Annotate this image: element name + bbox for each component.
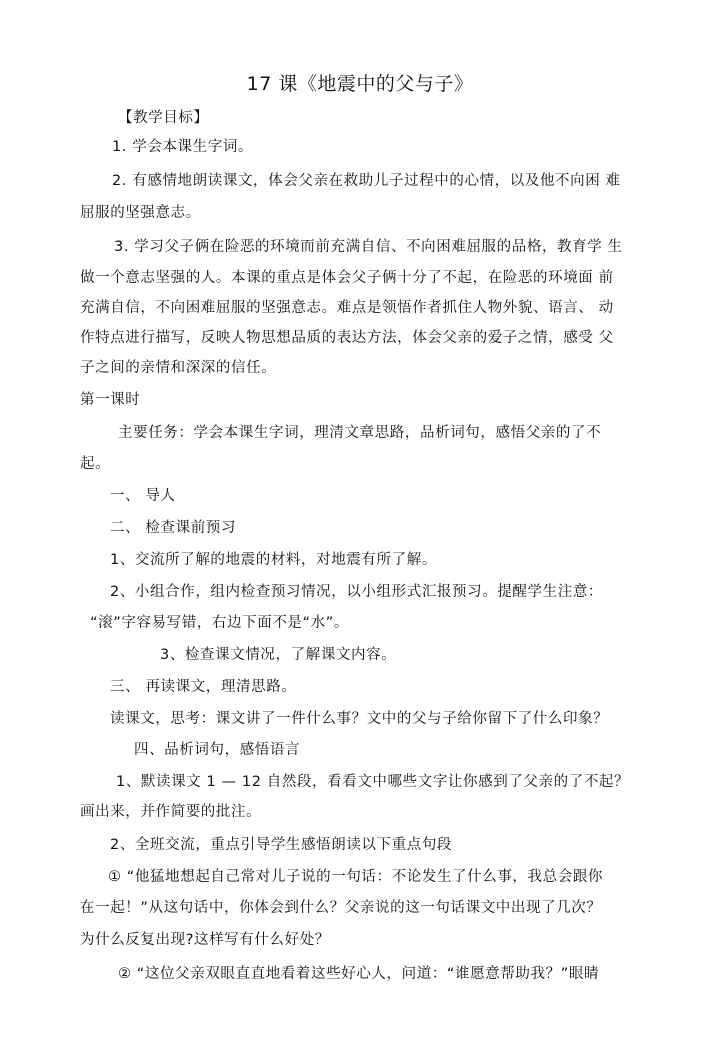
step-heading: 二、 检查课前预习	[110, 520, 237, 536]
step-heading: 四、品析词句，感悟语言	[134, 742, 301, 758]
quote-line: 为什么反复出现?这样写有什么好处？	[80, 932, 330, 948]
step-line: 1、默读课文 1 — 12 自然段，看看文中哪些文字让你感到了父亲的了不起？	[116, 774, 630, 790]
goal-line: 子之间的亲情和深深的信任。	[80, 360, 277, 376]
step-line: 读课文，思考：课文讲了一件什么事？文中的父与子给你留下了什么印象？	[110, 711, 609, 727]
step-line: 2、小组合作，组内检查预习情况，以小组形式汇报预习。提醒学生注意：	[110, 584, 604, 600]
step-line: 1、交流所了解的地震的材料，对地震有所了解。	[110, 552, 437, 568]
goal-line: 作特点进行描写，反映人物思想品质的表达方法，体会父亲的爱子之情，感受 父	[80, 330, 614, 346]
task-line: 起。	[80, 456, 111, 472]
quote-line: ② “这位父亲双眼直直地看着这些好心人，问道：“谁愿意帮助我？”眼睛	[118, 966, 600, 982]
goal-line: 2. 有感情地朗读课文，体会父亲在救助儿子过程中的心情，以及他不向困 难	[112, 173, 621, 189]
lesson-heading: 第一课时	[80, 392, 141, 408]
step-line: 2、全班交流，重点引导学生感悟朗读以下重点句段	[110, 837, 453, 853]
step-heading: 一、 导人	[110, 488, 176, 504]
step-line: 3、检查课文情况，了解课文内容。	[160, 647, 397, 663]
step-heading: 三、 再读课文，理清思路。	[110, 679, 297, 695]
goal-line: 1. 学会本课生字词。	[112, 139, 254, 155]
goal-line: 充满自信，不向困难屈服的坚强意志。难点是领悟作者抓住人物外貌、语言、 动	[80, 300, 614, 316]
quote-line: 在一起！”从这句话中，你体会到什么？父亲说的这一句话课文中出现了几次？	[80, 900, 602, 916]
step-line: 画出来，并作简要的批注。	[80, 804, 262, 820]
task-line: 主要任务：学会本课生字词，理清文章思路，品析词句，感悟父亲的了不	[118, 425, 602, 441]
step-line: “滚”字容易写错，右边下面不是“水”。	[90, 615, 349, 631]
goal-line: 3. 学习父子俩在险恶的环境而前充满自信、不向困难屈服的品格，教育学 生	[114, 239, 623, 255]
quote-line: ① “他猛地想起自己常对儿子说的一句话：不论发生了什么事，我总会跟你	[108, 869, 604, 885]
goal-line: 做一个意志坚强的人。本课的重点是体会父子俩十分了不起，在险恶的环境面 前	[80, 270, 614, 286]
goal-line: 屈服的坚强意志。	[80, 205, 201, 221]
page-title: 17 课《地震中的父与子》	[246, 73, 474, 95]
section-heading-goals: 【教学目标】	[118, 110, 209, 126]
